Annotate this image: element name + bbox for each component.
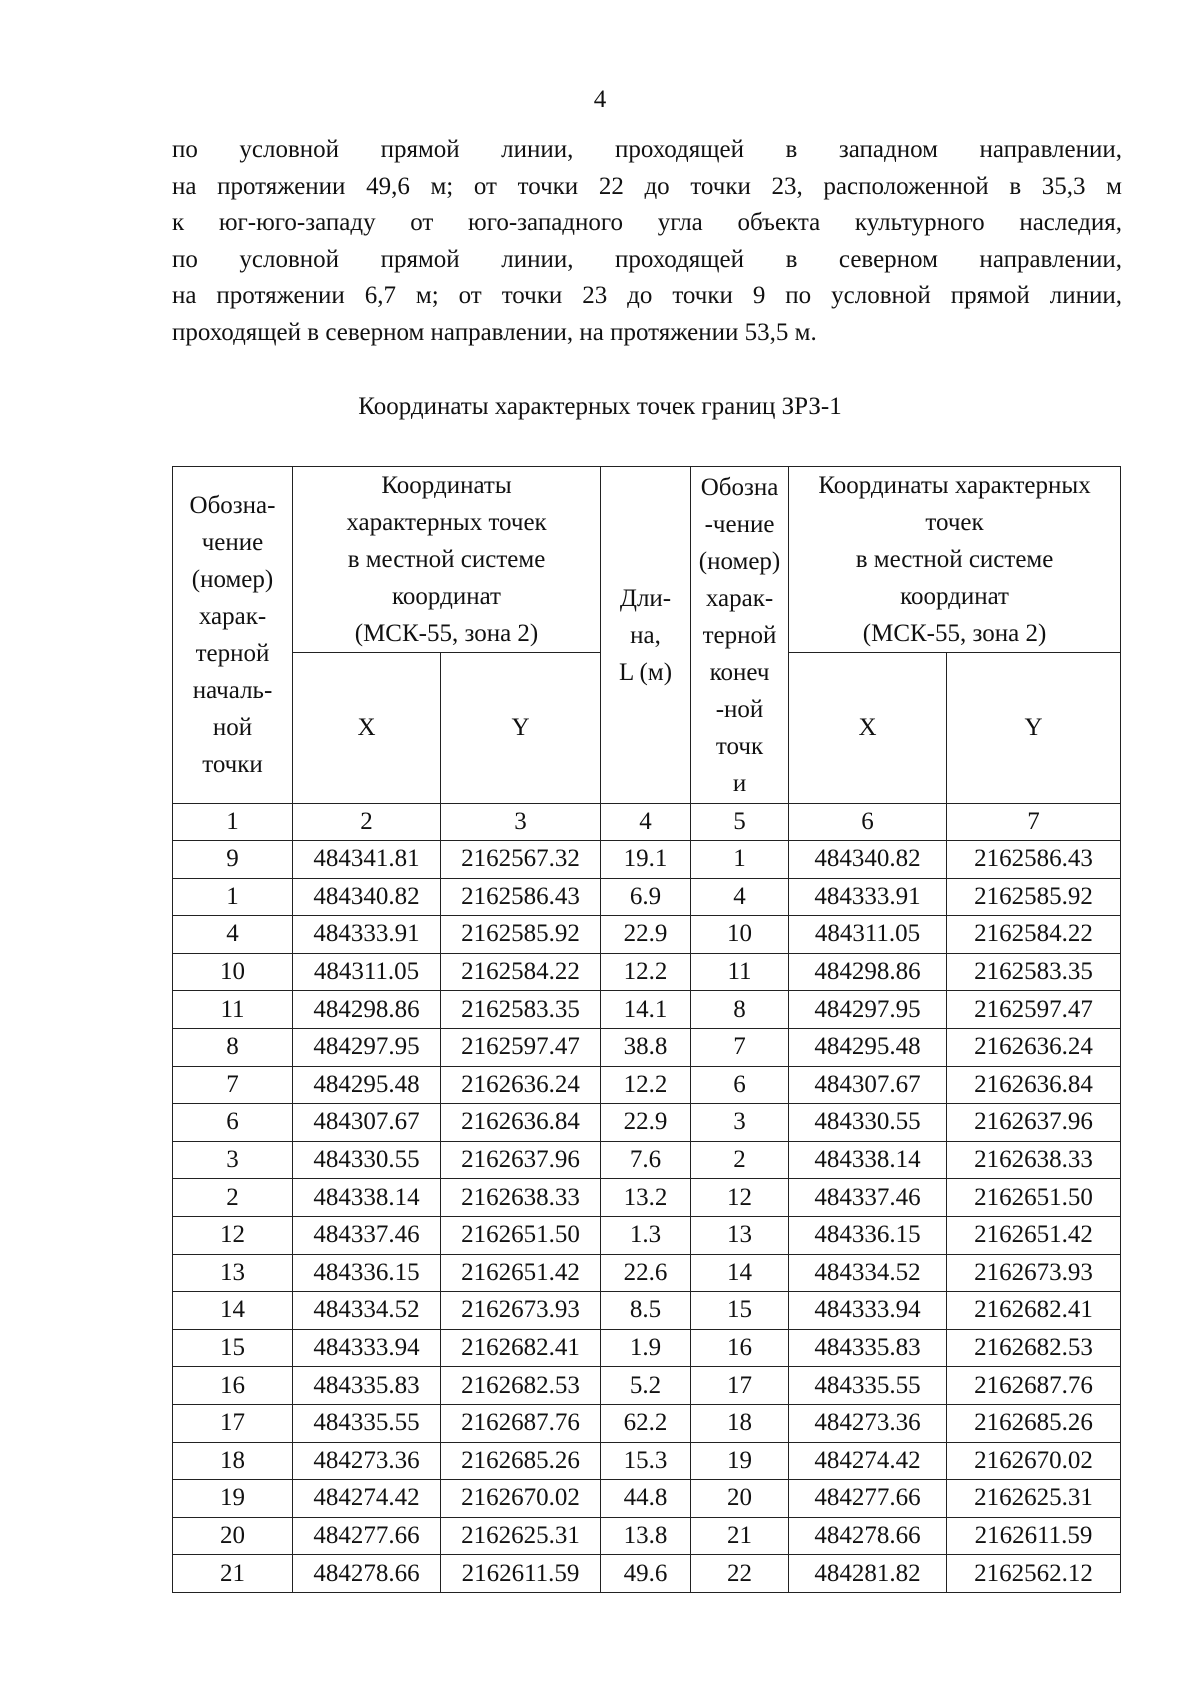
- x-end-cell: 484330.55: [789, 1104, 947, 1142]
- start-point-cell: 17: [173, 1404, 293, 1442]
- start-point-cell: 1: [173, 878, 293, 916]
- table-row: [173, 1442, 1121, 1480]
- y-start-cell: 2162670.02: [441, 1480, 601, 1518]
- x-start-cell: 484338.14: [293, 1179, 441, 1217]
- end-point-cell: 7: [691, 1028, 789, 1066]
- table-row: [173, 1028, 1121, 1066]
- start-point-cell: 12: [173, 1216, 293, 1254]
- y-start-cell: 2162625.31: [441, 1517, 601, 1555]
- table-row: [173, 1216, 1121, 1254]
- header-x-end: X: [789, 653, 947, 804]
- end-point-cell: 14: [691, 1254, 789, 1292]
- end-point-cell: 8: [691, 991, 789, 1029]
- x-end-cell: 484295.48: [789, 1028, 947, 1066]
- table-body: [173, 804, 1121, 1593]
- x-start-cell: 484333.94: [293, 1329, 441, 1367]
- length-cell: 13.8: [601, 1517, 691, 1555]
- column-number: 4: [601, 804, 691, 841]
- y-end-cell: 2162636.24: [947, 1028, 1121, 1066]
- end-point-cell: 22: [691, 1555, 789, 1593]
- end-point-cell: 18: [691, 1404, 789, 1442]
- y-end-cell: 2162682.41: [947, 1292, 1121, 1330]
- y-start-cell: 2162651.50: [441, 1216, 601, 1254]
- y-start-cell: 2162567.32: [441, 841, 601, 879]
- start-point-cell: 14: [173, 1292, 293, 1330]
- header-line: характерных точек: [346, 509, 547, 536]
- table-row: [173, 1104, 1121, 1142]
- y-start-cell: 2162637.96: [441, 1141, 601, 1179]
- table-row: [173, 953, 1121, 991]
- y-start-cell: 2162687.76: [441, 1404, 601, 1442]
- end-point-cell: 12: [691, 1179, 789, 1217]
- y-start-cell: 2162638.33: [441, 1179, 601, 1217]
- header-line: Координаты характерных: [818, 472, 1091, 499]
- x-end-cell: 484298.86: [789, 953, 947, 991]
- y-start-cell: 2162584.22: [441, 953, 601, 991]
- x-end-cell: 484338.14: [789, 1141, 947, 1179]
- length-cell: 38.8: [601, 1028, 691, 1066]
- y-end-cell: 2162651.50: [947, 1179, 1121, 1217]
- x-end-cell: 484274.42: [789, 1442, 947, 1480]
- table-row: [173, 1292, 1121, 1330]
- x-start-cell: 484298.86: [293, 991, 441, 1029]
- length-cell: 1.9: [601, 1329, 691, 1367]
- length-cell: 7.6: [601, 1141, 691, 1179]
- paragraph-line: на протяжении 6,7 м; от точки 23 до точки 9 по условной прямой линии,: [172, 282, 1122, 309]
- header-end-point: [691, 467, 789, 804]
- y-start-cell: 2162673.93: [441, 1292, 601, 1330]
- start-point-cell: 20: [173, 1517, 293, 1555]
- x-start-cell: 484311.05: [293, 953, 441, 991]
- y-end-cell: 2162638.33: [947, 1141, 1121, 1179]
- header-coords-end: [789, 467, 1121, 653]
- header-y-end: Y: [947, 653, 1121, 804]
- x-start-cell: 484335.83: [293, 1367, 441, 1405]
- end-point-cell: 21: [691, 1517, 789, 1555]
- end-point-cell: 17: [691, 1367, 789, 1405]
- x-end-cell: 484278.66: [789, 1517, 947, 1555]
- x-end-cell: 484335.83: [789, 1329, 947, 1367]
- header-line: харак-: [705, 584, 774, 612]
- y-end-cell: 2162687.76: [947, 1367, 1121, 1405]
- end-point-cell: 10: [691, 916, 789, 954]
- length-cell: 49.6: [601, 1555, 691, 1593]
- y-end-cell: 2162584.22: [947, 916, 1121, 954]
- header-line: началь-: [192, 677, 273, 704]
- table-row: [173, 1141, 1121, 1179]
- y-end-cell: 2162611.59: [947, 1517, 1121, 1555]
- header-coords-start: [293, 467, 601, 653]
- length-cell: 15.3: [601, 1442, 691, 1480]
- column-number: 5: [691, 804, 789, 841]
- y-end-cell: 2162597.47: [947, 991, 1121, 1029]
- y-start-cell: 2162685.26: [441, 1442, 601, 1480]
- header-line: (номер): [698, 547, 781, 575]
- y-end-cell: 2162685.26: [947, 1404, 1121, 1442]
- length-cell: 14.1: [601, 991, 691, 1029]
- start-point-cell: 2: [173, 1179, 293, 1217]
- y-end-cell: 2162583.35: [947, 953, 1121, 991]
- end-point-cell: 16: [691, 1329, 789, 1367]
- y-start-cell: 2162585.92: [441, 916, 601, 954]
- start-point-cell: 11: [173, 991, 293, 1029]
- y-end-cell: 2162651.42: [947, 1216, 1121, 1254]
- x-start-cell: 484335.55: [293, 1404, 441, 1442]
- table-title: Координаты характерных точек границ ЗРЗ-1: [358, 393, 842, 420]
- end-point-cell: 11: [691, 953, 789, 991]
- x-end-cell: 484307.67: [789, 1066, 947, 1104]
- x-end-cell: 484335.55: [789, 1367, 947, 1405]
- header-line: точк: [715, 732, 764, 760]
- end-point-cell: 13: [691, 1216, 789, 1254]
- y-start-cell: 2162586.43: [441, 878, 601, 916]
- header-line: на,: [630, 621, 661, 649]
- table-row: [173, 991, 1121, 1029]
- x-end-cell: 484297.95: [789, 991, 947, 1029]
- length-cell: 22.9: [601, 1104, 691, 1142]
- end-point-cell: 2: [691, 1141, 789, 1179]
- x-end-cell: 484281.82: [789, 1555, 947, 1593]
- y-end-cell: 2162682.53: [947, 1329, 1121, 1367]
- x-start-cell: 484277.66: [293, 1517, 441, 1555]
- x-end-cell: 484337.46: [789, 1179, 947, 1217]
- body-paragraph: [172, 132, 1122, 351]
- end-point-cell: 20: [691, 1480, 789, 1518]
- header-line: -чение: [704, 510, 775, 538]
- table-row: [173, 1254, 1121, 1292]
- x-start-cell: 484297.95: [293, 1028, 441, 1066]
- y-start-cell: 2162611.59: [441, 1555, 601, 1593]
- end-point-cell: 1: [691, 841, 789, 879]
- table-row: [173, 1179, 1121, 1217]
- header-line: в местной системе: [347, 546, 546, 573]
- x-end-cell: 484273.36: [789, 1404, 947, 1442]
- table-row: [173, 1404, 1121, 1442]
- x-start-cell: 484341.81: [293, 841, 441, 879]
- y-start-cell: 2162682.53: [441, 1367, 601, 1405]
- column-number: 6: [789, 804, 947, 841]
- y-end-cell: 2162562.12: [947, 1555, 1121, 1593]
- header-line: чение: [201, 529, 264, 556]
- table-row: [173, 841, 1121, 879]
- coordinates-table: [172, 466, 1121, 1593]
- page-number: 4: [593, 86, 607, 113]
- x-end-cell: 484311.05: [789, 916, 947, 954]
- length-cell: 19.1: [601, 841, 691, 879]
- end-point-cell: 19: [691, 1442, 789, 1480]
- x-start-cell: 484334.52: [293, 1292, 441, 1330]
- table-row: [173, 1066, 1121, 1104]
- end-point-cell: 15: [691, 1292, 789, 1330]
- header-line: конеч: [709, 658, 770, 686]
- y-end-cell: 2162637.96: [947, 1104, 1121, 1142]
- header-line: Координаты: [381, 472, 512, 499]
- header-line: L (м): [618, 658, 673, 686]
- table-row: [173, 1367, 1121, 1405]
- x-start-cell: 484278.66: [293, 1555, 441, 1593]
- y-end-cell: 2162625.31: [947, 1480, 1121, 1518]
- header-line: Дли-: [619, 584, 672, 612]
- start-point-cell: 15: [173, 1329, 293, 1367]
- header-line: харак-: [198, 603, 267, 630]
- length-cell: 22.6: [601, 1254, 691, 1292]
- start-point-cell: 9: [173, 841, 293, 879]
- column-number: 3: [441, 804, 601, 841]
- column-number: 7: [947, 804, 1121, 841]
- y-end-cell: 2162636.84: [947, 1066, 1121, 1104]
- x-end-cell: 484277.66: [789, 1480, 947, 1518]
- y-end-cell: 2162586.43: [947, 841, 1121, 879]
- x-start-cell: 484333.91: [293, 916, 441, 954]
- start-point-cell: 10: [173, 953, 293, 991]
- length-cell: 22.9: [601, 916, 691, 954]
- x-start-cell: 484295.48: [293, 1066, 441, 1104]
- start-point-cell: 7: [173, 1066, 293, 1104]
- table-row: [173, 916, 1121, 954]
- table-row: [173, 1480, 1121, 1518]
- header-line: координат: [392, 583, 501, 610]
- y-start-cell: 2162636.84: [441, 1104, 601, 1142]
- x-end-cell: 484334.52: [789, 1254, 947, 1292]
- table-row: [173, 1329, 1121, 1367]
- header-line: точки: [202, 751, 263, 778]
- x-end-cell: 484336.15: [789, 1216, 947, 1254]
- paragraph-line: по условной прямой линии, проходящей в западном направлении,: [172, 136, 1122, 163]
- paragraph-line: на протяжении 49,6 м; от точки 22 до точки 23, расположенной в 35,3 м: [172, 172, 1122, 200]
- header-y-start: Y: [441, 653, 601, 804]
- x-start-cell: 484330.55: [293, 1141, 441, 1179]
- start-point-cell: 6: [173, 1104, 293, 1142]
- end-point-cell: 3: [691, 1104, 789, 1142]
- y-start-cell: 2162636.24: [441, 1066, 601, 1104]
- header-line: терной: [195, 640, 270, 667]
- start-point-cell: 21: [173, 1555, 293, 1593]
- length-cell: 1.3: [601, 1216, 691, 1254]
- y-end-cell: 2162670.02: [947, 1442, 1121, 1480]
- length-cell: 8.5: [601, 1292, 691, 1330]
- length-cell: 12.2: [601, 1066, 691, 1104]
- length-cell: 6.9: [601, 878, 691, 916]
- paragraph-line: проходящей в северном направлении, на протяжении 53,5 м.: [172, 318, 817, 346]
- header-line: -ной: [715, 695, 764, 723]
- length-cell: 13.2: [601, 1179, 691, 1217]
- table-row: [173, 1555, 1121, 1593]
- y-end-cell: 2162585.92: [947, 878, 1121, 916]
- header-line: (МСК-55, зона 2): [354, 620, 539, 647]
- length-cell: 5.2: [601, 1367, 691, 1405]
- column-number: 1: [173, 804, 293, 841]
- x-end-cell: 484333.94: [789, 1292, 947, 1330]
- start-point-cell: 19: [173, 1480, 293, 1518]
- column-number-row: [173, 804, 1121, 841]
- header-line: в местной системе: [855, 546, 1054, 573]
- start-point-cell: 4: [173, 916, 293, 954]
- x-start-cell: 484337.46: [293, 1216, 441, 1254]
- x-start-cell: 484274.42: [293, 1480, 441, 1518]
- start-point-cell: 18: [173, 1442, 293, 1480]
- length-cell: 44.8: [601, 1480, 691, 1518]
- header-length: [601, 467, 691, 804]
- paragraph-line: по условной прямой линии, проходящей в северном направлении,: [172, 245, 1122, 273]
- header-line: (МСК-55, зона 2): [862, 620, 1047, 647]
- header-line: координат: [900, 583, 1009, 610]
- header-line: (номер): [191, 566, 274, 593]
- start-point-cell: 13: [173, 1254, 293, 1292]
- header-line: Обозна-: [189, 492, 276, 519]
- y-start-cell: 2162583.35: [441, 991, 601, 1029]
- table-row: [173, 878, 1121, 916]
- x-end-cell: 484340.82: [789, 841, 947, 879]
- x-start-cell: 484307.67: [293, 1104, 441, 1142]
- x-start-cell: 484273.36: [293, 1442, 441, 1480]
- length-cell: 62.2: [601, 1404, 691, 1442]
- header-line: ной: [212, 714, 253, 741]
- table-row: [173, 1517, 1121, 1555]
- paragraph-line: к юг-юго-западу от юго-западного угла объекта культурного наследия,: [172, 209, 1122, 236]
- y-start-cell: 2162682.41: [441, 1329, 601, 1367]
- start-point-cell: 16: [173, 1367, 293, 1405]
- x-start-cell: 484340.82: [293, 878, 441, 916]
- start-point-cell: 8: [173, 1028, 293, 1066]
- y-start-cell: 2162597.47: [441, 1028, 601, 1066]
- column-number: 2: [293, 804, 441, 841]
- y-end-cell: 2162673.93: [947, 1254, 1121, 1292]
- header-line: Обозна: [700, 473, 779, 501]
- header-line: точек: [925, 509, 984, 536]
- header-line: терной: [702, 621, 777, 649]
- header-line: и: [732, 769, 747, 797]
- start-point-cell: 3: [173, 1141, 293, 1179]
- length-cell: 12.2: [601, 953, 691, 991]
- header-x-start: X: [293, 653, 441, 804]
- y-start-cell: 2162651.42: [441, 1254, 601, 1292]
- header-start-point: [173, 467, 293, 804]
- end-point-cell: 4: [691, 878, 789, 916]
- end-point-cell: 6: [691, 1066, 789, 1104]
- x-end-cell: 484333.91: [789, 878, 947, 916]
- x-start-cell: 484336.15: [293, 1254, 441, 1292]
